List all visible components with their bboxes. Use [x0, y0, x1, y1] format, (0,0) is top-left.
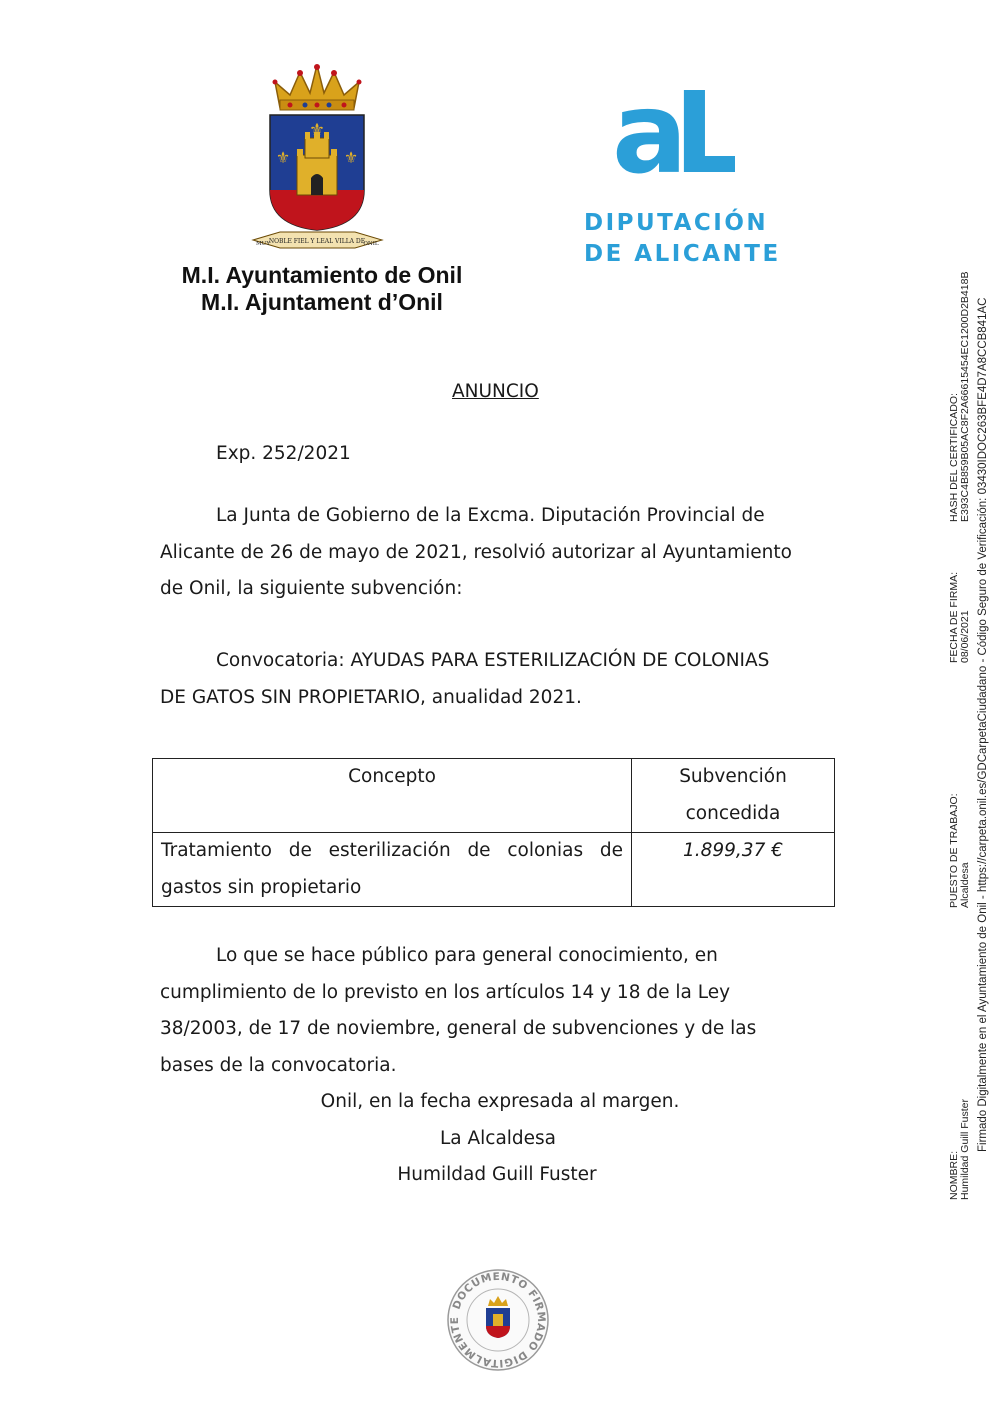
closing-signatory: Humildad Guill Fuster	[397, 1164, 597, 1185]
diputacion-logo-letters: aL	[612, 69, 731, 185]
paragraph-2-line: DE GATOS SIN PROPIETARIO, anualidad 2021.	[160, 686, 582, 708]
paragraph-3-line: bases de la convocatoria.	[160, 1054, 397, 1076]
paragraph-2-line: Convocatoria: AYUDAS PARA ESTERILIZACIÓN DE COLONIAS	[216, 650, 770, 671]
document-title: ANUNCIO	[452, 381, 539, 402]
closing-role: La Alcaldesa	[439, 1127, 557, 1149]
sig-nombre-value: Humildad Guill Fuster	[959, 1099, 971, 1200]
table-header-concepto: Concepto	[153, 759, 632, 833]
table-cell-importe: 1.899,37 €	[632, 833, 835, 907]
paragraph-1-line: de Onil, la siguiente subvención:	[160, 578, 463, 599]
crest-ribbon-left: MUY	[256, 241, 270, 247]
onil-crest-logo	[245, 60, 390, 255]
crest-motto: NOBLE FIEL Y LEAL VILLA DE	[268, 238, 366, 245]
closing-place-date: Onil, en la fecha expresada al margen.	[320, 1091, 680, 1112]
sig-hash-value: E393C4B859B05AC8F2A66615454EC1200D2B418B	[959, 271, 971, 522]
grant-table	[152, 758, 835, 907]
sig-puesto-label: PUESTO DE TRABAJO:	[948, 793, 960, 908]
svg-text:⚜: ⚜	[275, 148, 291, 167]
closing-block	[250, 1084, 750, 1194]
table-header-row	[153, 759, 835, 833]
paragraph-1-line: Alicante de 26 de mayo de 2021, resolvió autorizar al Ayuntamiento	[160, 541, 792, 563]
paragraph-3	[160, 938, 840, 1084]
svg-text:⚜: ⚜	[343, 148, 359, 167]
sig-puesto-value: Alcaldesa	[959, 862, 971, 908]
diputacion-logo	[610, 60, 735, 185]
paragraph-3-line: cumplimiento de lo previsto en los artículos 14 y 18 de la Ley	[160, 981, 731, 1003]
sig-nombre-label: NOMBRE:	[948, 1150, 960, 1200]
paragraph-2	[160, 643, 840, 716]
paragraph-1	[160, 498, 840, 608]
paragraph-3-line: Lo que se hace público para general conocimiento, en	[216, 945, 718, 966]
seal-text: DOCUMENTO FIRMADO DIGITALMENTE	[448, 1270, 548, 1370]
sig-fecha-label: FECHA DE FIRMA:	[948, 571, 960, 663]
svg-text:⚜: ⚜	[308, 120, 326, 141]
sig-verification-line: Firmado Digitalmente en el Ayuntamiento de Onil - https://carpeta.onil.es/GDCarpetaCiudadano - Código Seguro de Verificación: 03430IDOC263BFE4D7A8CCB841AC	[977, 297, 989, 1152]
sig-hash-label: HASH DEL CERTIFICADO:	[948, 393, 960, 522]
paragraph-3-line: 38/2003, de 17 de noviembre, general de subvenciones y de las	[160, 1018, 757, 1039]
expediente: Exp. 252/2021	[216, 443, 351, 464]
diputacion-name-line1: DIPUTACIÓN	[584, 210, 769, 236]
org-name-es: M.I. Ayuntamiento de Onil	[181, 262, 463, 288]
table-row	[153, 833, 835, 907]
crest-ribbon-right: ONIL	[363, 241, 379, 247]
sig-fecha-value: 08/06/2021	[959, 610, 971, 663]
org-name-va: M.I. Ajuntament d’Onil	[201, 289, 443, 315]
table-header-subvencion: Subvención concedida	[632, 759, 835, 833]
digital-signature-seal	[446, 1268, 550, 1372]
paragraph-1-line: La Junta de Gobierno de la Excma. Diputación Provincial de	[216, 505, 765, 526]
diputacion-name-line2: DE ALICANTE	[584, 241, 781, 267]
table-cell-concepto: Tratamiento de esterilización de colonias de gastos sin propietario	[153, 833, 632, 907]
